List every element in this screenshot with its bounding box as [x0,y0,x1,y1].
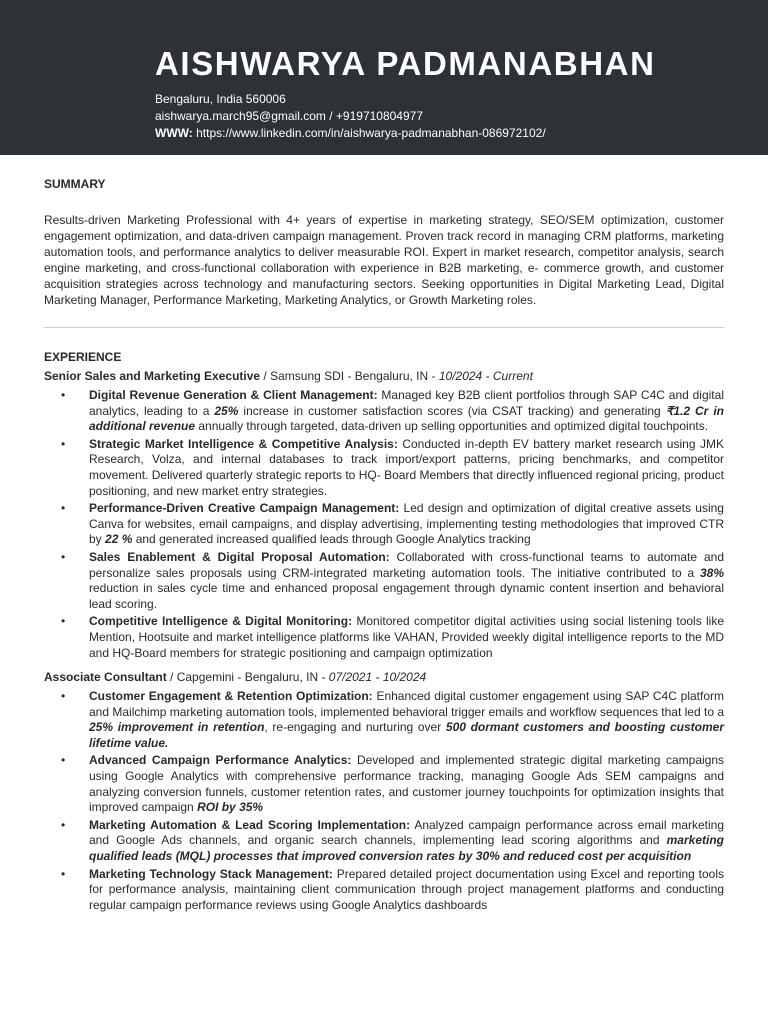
bullet-title: Performance-Driven Creative Campaign Management: [89,501,400,516]
bullet-title: Competitive Intelligence & Digital Monitoring: [89,614,353,629]
bullet-item [44,437,724,499]
bullet-item [44,689,724,751]
location: Bengaluru, India 560006 [155,92,286,106]
bullet-title: Advanced Campaign Performance Analytics: [89,753,352,768]
job-bullets [44,689,724,913]
job-company: / Capgemini - Bengaluru, IN - [166,670,329,685]
bullet-text: Conducted in-depth EV battery market research using JMK Research, Volza, and internal databases to track import/export patterns, pricing benchmarks, and competitor movement. Delivered quarterly strategic reports to HQ- Board Members that directly influenced regional pricing, product positioning, and new market entry strategies. [89,436,724,498]
bullet-item [44,550,724,612]
bullet-title: Strategic Market Intelligence & Competitive Analysis: [89,436,398,451]
bullet-text: Managed key B2B client portfolios through SAP C4C and digital analytics, leading to a [89,388,724,418]
bullet-title: Marketing Technology Stack Management: [89,866,333,881]
bullet-text: reduction in sales cycle time and enhanced proposal engagement through dynamic content insertion and behavioral lead scoring. [89,581,724,611]
bullet-highlight: 38% [699,565,724,580]
experience-heading: EXPERIENCE [44,350,122,364]
bullet-highlight: ₹1.2 Cr in additional revenue [89,403,724,434]
bullet-text: annually through targeted, data-driven up selling opportunities and optimized digital touchpoints. [195,419,709,434]
job-role: Associate Consultant [44,670,167,685]
bullet-text: Led design and optimization of digital creative assets using Canva for websites, email campaigns, and display advertising, implementing testing methodologies that improved CTR by [89,501,724,547]
bullet-highlight: 25% [214,403,239,418]
linkedin-link[interactable]: https://www.linkedin.com/in/aishwarya-padmanabhan-086972102/ [196,126,546,140]
bullet-text: Prepared detailed project documentation using Excel and reporting tools for performance analysis, maintaining client communication through project management platforms and conducting regular campaign performance reviews using Google Analytics dashboards [89,866,724,912]
bullet-item [44,867,724,914]
bullet-item [44,614,724,661]
bullet-highlight: ROI by 35% [197,800,264,815]
bullet-item [44,501,724,548]
bullet-item [44,388,724,435]
job-bullets [44,388,724,661]
summary-text: Results-driven Marketing Professional with 4+ years of expertise in marketing strategy, SEO/SEM optimization, customer engagement optimization, and data-driven campaign management. Proven track record in managing CRM platforms, marketing automation tools, and performance analytics to deliver measurable ROI. Expert in market research, competitor analysis, search engine marketing, and cross-functional collaboration with experience in B2B marketing, e- commerce growth, and customer acquisition strategies across technology and manufacturing sectors. Seeking opportunities in Digital Marketing Lead, Digital Marketing Manager, Performance Marketing, Marketing Analytics, or Growth Marketing roles. [44,213,724,307]
bullet-text: Developed and implemented strategic digital marketing campaigns using Google Analytics with comprehensive performance tracking, managing Google Ads SEM campaigns and analyzing conversion funnels, customer retention rates, and customer journey touchpoints for optimization insights that improved campaign [89,753,724,815]
job-header [44,669,724,685]
resume-header [0,0,768,155]
bullet-title: Digital Revenue Generation & Client Management: [89,388,378,402]
bullet-highlight: marketing qualified leads (MQL) processes that improved conversion rates by 30% and reduced cost per acquisition [89,833,724,864]
bullet-text: Analyzed campaign performance across email marketing and Google Ads channels, and organic search channels, implementing lead scoring algorithms and [89,817,725,848]
contact-line: aishwarya.march95@gmail.com / +919710804977 [155,109,424,123]
bullet-title: Marketing Automation & Lead Scoring Implementation: [89,817,411,832]
bullet-highlight: 500 dormant customers and boosting customer lifetime value. [89,720,725,750]
bullet-item [44,818,724,865]
bullet-highlight: 22 % [105,532,133,547]
bullet-text: , re-engaging and nurturing over [264,720,446,735]
section-divider [44,327,724,328]
bullet-text: and generated increased qualified leads through Google Analytics tracking [132,532,531,547]
bullet-text: Enhanced digital customer engagement using SAP C4C platform and Mailchimp marketing automation tools, implemented behavioral trigger emails and workflow sequences that led to a [89,689,724,719]
candidate-name: AISHWARYA PADMANABHAN [155,45,656,82]
bullet-title: Customer Engagement & Retention Optimization: [89,689,373,704]
bullet-text: increase in customer satisfaction scores (via CSAT tracking) and generating [238,403,666,418]
job-company: / Samsung SDI - Bengaluru, IN - [260,369,439,383]
summary-heading: SUMMARY [44,177,106,191]
bullet-highlight: 25% improvement in retention [89,720,265,735]
bullet-text: Collaborated with cross-functional teams to automate and personalize sales proposals using CRM-integrated marketing automation tools. The initiative contributed to a [89,549,724,580]
job-dates: 07/2021 - 10/2024 [328,670,427,685]
bullet-title: Sales Enablement & Digital Proposal Automation: [89,549,390,564]
www-label: WWW: [155,126,193,140]
job-role: Senior Sales and Marketing Executive [44,369,261,383]
bullet-text: Monitored competitor digital activities using social listening tools like Mention, Hootsuite and market intelligence platforms like VAHAN, Provided weekly digital intelligence reports to the MD and HQ-Board members for strategic positioning and campaign optimization [89,614,724,660]
job-header [44,368,724,384]
job-dates: 10/2024 - Current [438,369,533,383]
resume-body [0,177,768,913]
bullet-item [44,753,724,815]
www-line [155,125,768,142]
